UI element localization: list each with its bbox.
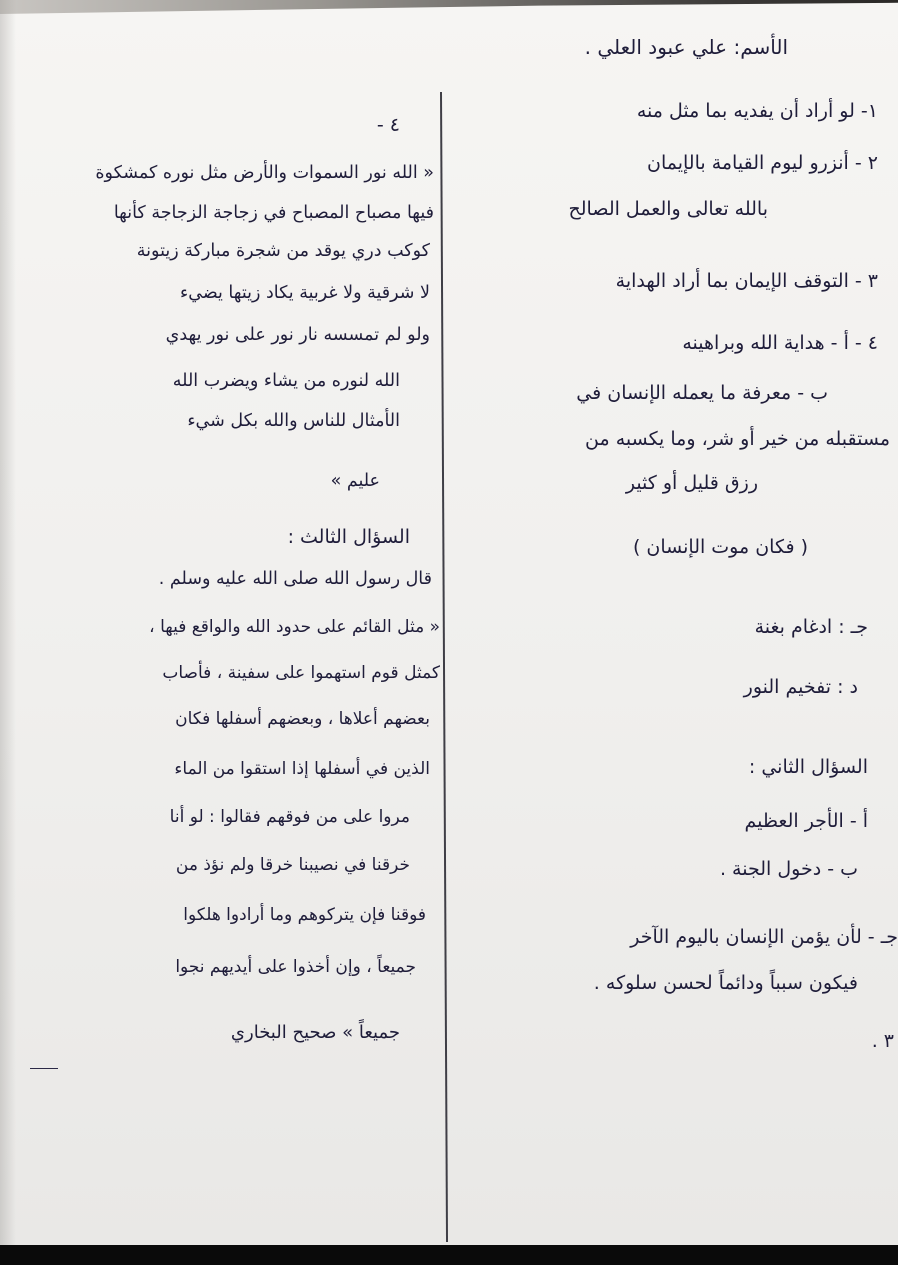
answer-line: ٢ - أنزرو ليوم القيامة بالإيمان — [646, 152, 878, 174]
hadith-line: الذين في أسفلها إذا استقوا من الماء — [174, 759, 430, 779]
verse-line: عليم » — [330, 471, 380, 491]
right-column — [442, 0, 898, 1245]
hadith-line: جميعاً ، وإن أخذوا على أيديهم نجوا — [175, 957, 416, 977]
scan-bottom-edge — [0, 1245, 898, 1265]
answer-line: ٣ - التوقف الإيمان بما أراد الهداية — [615, 270, 878, 292]
hadith-line: فوقنا فإن يتركوهم وما أرادوا هلكوا — [183, 905, 426, 925]
verse-line: لا شرقية ولا غربية يكاد زيتها يضيء — [180, 283, 430, 303]
hadith-line: بعضهم أعلاها ، وبعضهم أسفلها فكان — [175, 709, 430, 729]
answer-line: ب - معرفة ما يعمله الإنسان في — [576, 382, 828, 404]
verse-line: فيها مصباح المصباح في زجاجة الزجاجة كأنها — [113, 203, 434, 223]
student-name-line: الأسم: علي عبود العلي . — [584, 35, 788, 59]
answer-line: جـ : ادغام بغنة — [754, 616, 868, 638]
answer-line: بالله تعالى والعمل الصالح — [568, 198, 768, 220]
left-column — [0, 0, 440, 1245]
answer-line: د : تفخيم النور — [743, 676, 858, 698]
verse-line: كوكب دري يوقد من شجرة مباركة زيتونة — [136, 241, 430, 261]
pen-stroke — [30, 1068, 58, 1069]
answer-line: جـ - لأن يؤمن الإنسان باليوم الآخر — [630, 926, 898, 948]
answer-line: أ - الأجر العظيم — [744, 810, 868, 832]
hadith-line: خرقنا في نصيبنا خرقا ولم نؤذ من — [175, 855, 410, 875]
hadith-line: « مثل القائم على حدود الله والواقع فيها ، — [149, 617, 440, 637]
answer-line: فيكون سبباً ودائماً لحسن سلوكه . — [593, 972, 858, 994]
verse-line: ولو لم تمسسه نار نور على نور يهدي — [165, 325, 430, 345]
answer-line: ( فكان موت الإنسان ) — [632, 536, 808, 558]
hadith-source-line: جميعاً » صحيح البخاري — [230, 1022, 400, 1043]
verse-line: « الله نور السموات والأرض مثل نوره كمشكوة — [95, 163, 434, 183]
answer-line: ١- لو أراد أن يفديه بما مثل منه — [636, 100, 878, 122]
hadith-line: كمثل قوم استهموا على سفينة ، فأصاب — [162, 663, 440, 683]
answer-line: ب - دخول الجنة . — [719, 858, 858, 880]
answer-line: مستقبله من خير أو شر، وما يكسبه من — [585, 428, 890, 450]
section-heading: السؤال الثالث : — [287, 526, 410, 548]
verse-line: الله لنوره من يشاء ويضرب الله — [172, 371, 400, 391]
answer-line: ٤ - أ - هداية الله وبراهينه — [682, 332, 878, 354]
hadith-line: قال رسول الله صلى الله عليه وسلم . — [158, 569, 432, 589]
answer-line: ٣ . — [871, 1030, 894, 1052]
hadith-line: مروا على من فوقهم فقالوا : لو أنا — [169, 807, 410, 827]
answer-line: رزق قليل أو كثير — [625, 472, 758, 494]
verse-line: الأمثال للناس والله بكل شيء — [187, 411, 400, 431]
question-number: ٤ - — [376, 114, 400, 136]
section-heading: السؤال الثاني : — [748, 756, 868, 778]
